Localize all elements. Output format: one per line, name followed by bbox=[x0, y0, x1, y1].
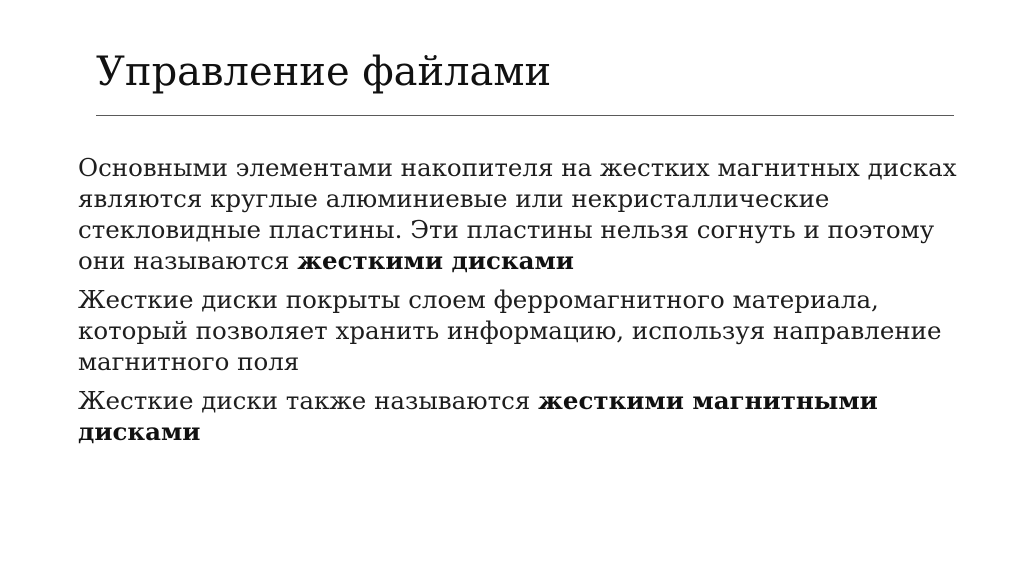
slide-body bbox=[78, 152, 958, 455]
slide-title: Управление файлами bbox=[96, 49, 552, 95]
paragraph-3-text: Жесткие диски также называются bbox=[78, 386, 539, 415]
paragraph-2-text: Жесткие диски покрыты слоем ферромагнитного материала, который позволяет хранить информацию, используя направление магнитного поля bbox=[78, 285, 942, 376]
paragraph-1 bbox=[78, 152, 958, 276]
paragraph-3 bbox=[78, 385, 958, 447]
paragraph-1-bold: жесткими дисками bbox=[297, 246, 574, 275]
paragraph-2 bbox=[78, 284, 958, 377]
title-divider bbox=[96, 115, 954, 116]
paragraph-3-bold: жесткими магнитными дисками bbox=[78, 386, 878, 446]
paragraph-1-text: Основными элементами накопителя на жестких магнитных дисках являются круглые алюминиевые или некристаллические стекловидные пластины. Эти пластины нельзя согнуть и поэтому они называются bbox=[78, 153, 957, 275]
